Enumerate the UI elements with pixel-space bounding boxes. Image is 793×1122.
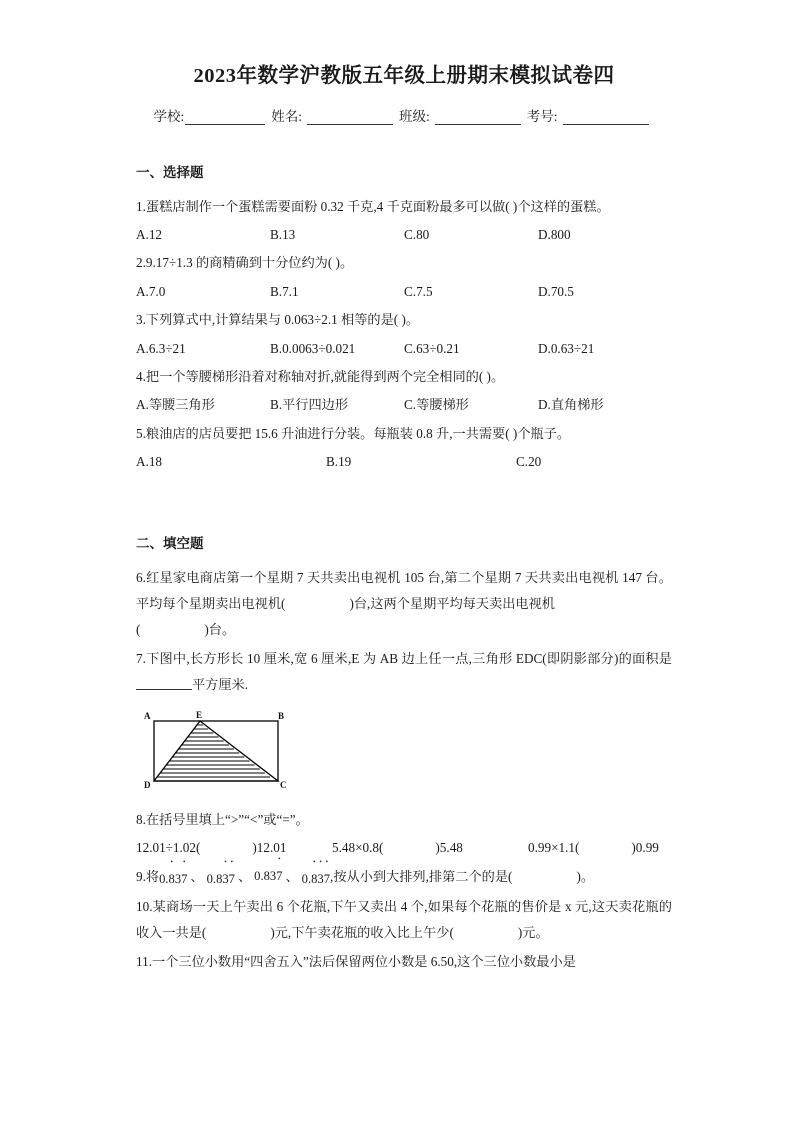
question-7-number: 7.	[136, 650, 146, 666]
question-7	[136, 646, 672, 699]
page-content	[136, 0, 672, 977]
question-2	[136, 250, 672, 276]
question-6-number: 6.	[136, 569, 146, 585]
question-9-number: 9.	[136, 868, 146, 884]
question-6-text-part4: )台。	[204, 622, 236, 638]
exam-no-field[interactable]	[527, 105, 655, 125]
question-9	[136, 864, 672, 892]
question-1-option-b[interactable]: B.13	[270, 227, 296, 242]
question-2-number: 2.	[136, 255, 146, 271]
question-3-option-b[interactable]: B.0.0063÷0.021	[270, 340, 356, 356]
section-heading-fill-blank: 二、填空题	[136, 535, 204, 551]
question-1-text: 蛋糕店制作一个蛋糕需要面粉 0.32 千克,4 千克面粉最多可以做( )个这样的蛋糕。	[145, 198, 610, 214]
question-5-option-b[interactable]: B.19	[326, 454, 352, 470]
student-identity-line	[136, 105, 672, 125]
comparison-2	[332, 835, 528, 861]
repeating-decimal-1: 0.• 83• 7	[159, 867, 187, 892]
question-3-options	[136, 336, 672, 362]
question-7-text-part2: 平方厘米.	[192, 677, 249, 693]
question-3-option-c[interactable]: C.63÷0.21	[404, 340, 460, 356]
question-11	[136, 949, 672, 975]
question-4-option-b[interactable]: B.平行四边形	[270, 397, 349, 413]
comparison-3	[528, 835, 672, 861]
comparison-1-right: )12.01	[252, 840, 287, 856]
figure-vertex-label-b: B	[278, 710, 285, 721]
question-11-text: 一个三位小数用“四舍五入”法后保留两位小数是 6.50,这个三位小数最小是	[152, 953, 576, 969]
class-label: 班级:	[399, 108, 430, 124]
question-10-text-part3: )元。	[517, 925, 549, 941]
decimal-separator-3: 、	[285, 868, 299, 884]
figure-vertex-label-d: D	[144, 779, 151, 790]
question-1-option-d[interactable]: D.800	[538, 227, 571, 242]
decimal-separator-1: 、	[190, 868, 204, 884]
question-1-option-a[interactable]: A.12	[136, 227, 163, 242]
question-4-option-a[interactable]: A.等腰三角形	[136, 397, 215, 413]
figure-vertex-label-c: C	[280, 779, 287, 790]
name-field[interactable]	[271, 105, 399, 125]
question-4-option-d[interactable]: D.直角梯形	[538, 397, 604, 413]
question-7-figure	[144, 709, 294, 795]
comparison-3-right: )0.99	[631, 840, 659, 856]
question-8-comparisons	[136, 835, 672, 861]
school-field[interactable]	[153, 105, 271, 125]
question-8	[136, 807, 672, 833]
question-1-options	[136, 222, 672, 248]
class-blank[interactable]	[435, 111, 521, 125]
question-3-number: 3.	[136, 312, 146, 328]
question-8-text: 在括号里填上“>”“<”或“=”。	[145, 811, 309, 827]
question-5-text: 粮油店的店员要把 15.6 升油进行分装。每瓶装 0.8 升,一共需要( )个瓶子。	[145, 425, 571, 441]
decimal-separator-2: 、	[237, 868, 252, 884]
question-1	[136, 194, 672, 220]
question-10	[136, 894, 672, 947]
question-6-text-part2: )台,这两个星期平均每天卖出电视机	[349, 596, 555, 612]
figure-vertex-label-a: A	[144, 710, 151, 721]
question-9-suffix: ,按从小到大排列,排第二个的是(	[330, 868, 513, 884]
question-5-options	[136, 449, 672, 475]
rectangle-triangle-diagram	[144, 709, 294, 795]
question-10-text-part1: 某商场一天上午卖出 6 个花瓶,下午又卖出 4 个,如果每个花瓶的售价是 x 元,这天卖花瓶的收入一共是(	[136, 898, 672, 941]
question-9-prefix: 将	[145, 868, 160, 884]
question-5-option-c[interactable]: C.20	[516, 454, 542, 470]
school-blank[interactable]	[185, 111, 265, 125]
name-blank[interactable]	[307, 111, 393, 125]
question-3-option-a[interactable]: A.6.3÷21	[136, 340, 186, 356]
section-heading-choice: 一、选择题	[136, 164, 204, 180]
question-4	[136, 364, 672, 390]
question-7-answer-blank[interactable]	[136, 676, 192, 690]
hatch-lines	[157, 725, 270, 777]
question-2-options	[136, 279, 672, 305]
question-10-text-part2: )元,下午卖花瓶的收入比上午少(	[270, 925, 454, 941]
question-2-text: 9.17÷1.3 的商精确到十分位约为( )。	[145, 255, 354, 271]
class-field[interactable]	[399, 105, 527, 125]
question-1-number: 1.	[136, 198, 146, 214]
question-2-option-a[interactable]: A.7.0	[136, 283, 166, 299]
repeating-decimal-4: 0.• 8• 3• 7	[302, 867, 330, 892]
question-7-text-part1: 下图中,长方形长 10 厘米,宽 6 厘米,E 为 AB 边上任一点,三角形 EDC(即阴影部分)的面积是	[145, 650, 672, 666]
question-6	[136, 565, 672, 644]
exam-no-label: 考号:	[526, 108, 558, 124]
question-4-options	[136, 392, 672, 418]
question-8-number: 8.	[136, 811, 146, 827]
exam-no-blank[interactable]	[563, 111, 649, 125]
repeating-decimal-2: 0.8• 3• 7	[207, 867, 235, 892]
question-11-number: 11.	[136, 953, 152, 969]
triangle-edc	[154, 721, 278, 781]
question-6-text-part3: (	[136, 622, 141, 638]
question-2-option-c[interactable]: C.7.5	[404, 283, 433, 299]
question-1-option-c[interactable]: C.80	[404, 227, 430, 242]
comparison-3-left: 0.99×1.1(	[528, 840, 580, 856]
question-4-text: 把一个等腰梯形沿着对称轴对折,就能得到两个完全相同的( )。	[145, 369, 505, 385]
question-3-option-d[interactable]: D.0.63÷21	[538, 340, 595, 356]
question-3-text: 下列算式中,计算结果与 0.063÷2.1 相等的是( )。	[145, 312, 420, 328]
comparison-1	[136, 835, 332, 861]
repeating-decimal-3: 0.83• 7	[254, 864, 282, 889]
question-6-text-part1: 红星家电商店第一个星期 7 天共卖出电视机 105 台,第二个星期 7 天共卖出电视机 147 台。平均每个星期卖出电视机(	[136, 569, 672, 612]
figure-vertex-label-e: E	[196, 709, 203, 720]
rectangle-abcd	[154, 721, 278, 781]
comparison-2-right: )5.48	[435, 840, 463, 856]
school-label: 学校:	[153, 108, 185, 124]
name-label: 姓名:	[271, 108, 302, 124]
comparison-2-left: 5.48×0.8(	[332, 840, 384, 856]
question-2-option-b[interactable]: B.7.1	[270, 283, 299, 299]
question-4-option-c[interactable]: C.等腰梯形	[404, 397, 469, 413]
question-3	[136, 307, 672, 333]
question-5-option-a[interactable]: A.18	[136, 454, 163, 470]
question-10-number: 10.	[136, 898, 153, 914]
question-5	[136, 421, 672, 447]
comparison-1-left: 12.01÷1.02(	[136, 840, 201, 856]
question-2-option-d[interactable]: D.70.5	[538, 283, 574, 299]
question-4-number: 4.	[136, 369, 146, 385]
page-title: 2023年数学沪教版五年级上册期末模拟试卷四	[193, 65, 615, 87]
question-5-number: 5.	[136, 425, 146, 441]
question-9-suffix2: )。	[576, 868, 595, 884]
